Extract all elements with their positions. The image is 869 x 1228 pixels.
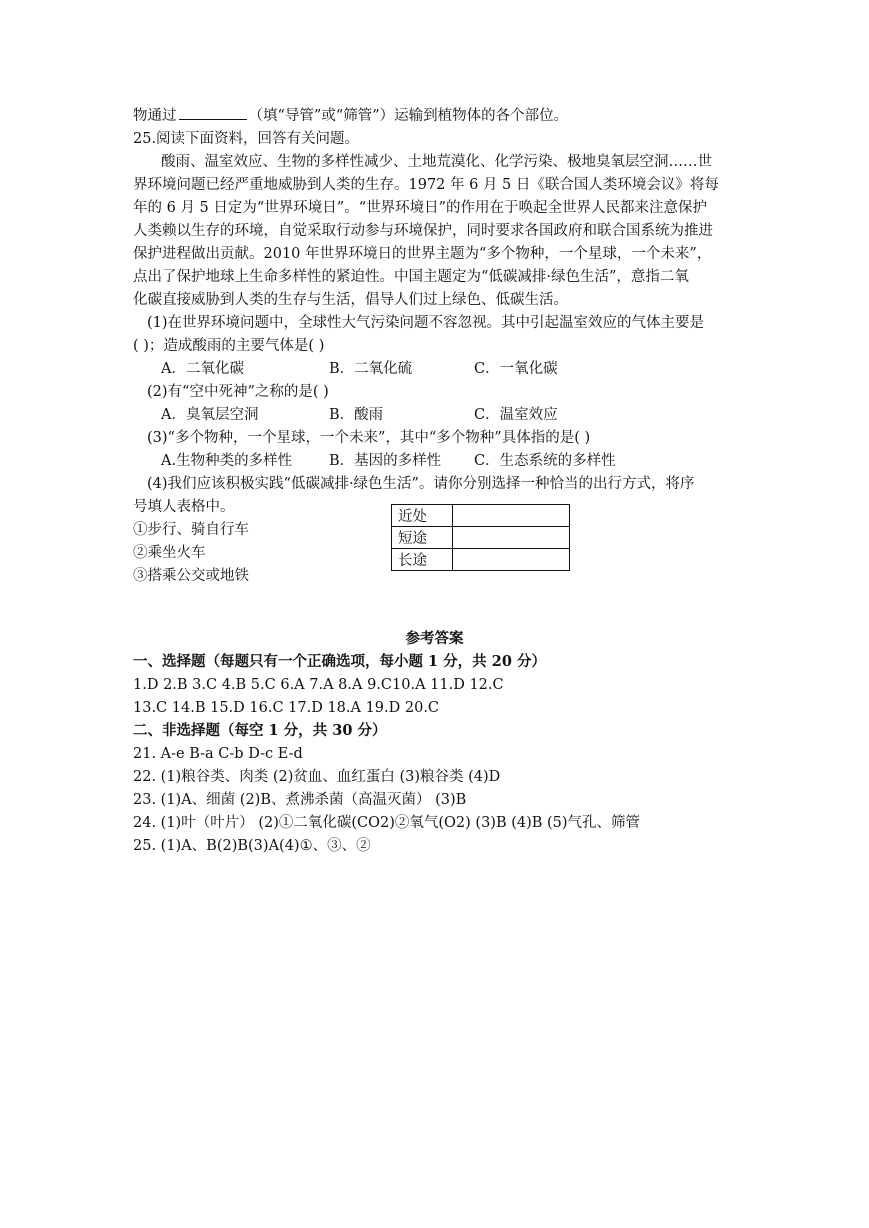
passage-line-2: 界环境问题已经严重地威胁到人类的生存。1972 年 6 月 5 日《联合国人类环境会议》将每 [133,177,719,193]
passage-line-5: 保护进程做出贡献。2010 年世界环境日的世界主题为“多个物种，一个星球，一个未来”， [133,246,712,262]
answer-25: 25. (1)A、B(2)B(3)A(4)①、③、② [133,838,371,854]
choice-a: A．二氧化碳 [161,361,244,377]
top-line [133,105,568,127]
choice-c: C．一氧化碳 [474,361,558,377]
answers-row1: 1.D 2.B 3.C 4.B 5.C 6.A 7.A 8.A 9.C10.A 11.D 12.C [133,677,504,693]
option-2: ②乘坐火车 [133,545,206,561]
choice-c: C．温室效应 [474,407,558,423]
passage-line-7: 化碳直接威胁到人类的生存与生活，倡导人们过上绿色、低碳生活。 [133,292,568,308]
choice-c: C．生态系统的多样性 [474,453,616,469]
sub1-choices [161,358,558,380]
choice-a: A．臭氧层空洞 [161,407,259,423]
answer-cell [453,527,570,549]
answer-21: 21. A-e B-a C-b D-c E-d [133,746,303,762]
top-line-after: （填“导管”或“筛管”）运输到植物体的各个部位。 [248,108,569,124]
sub4-line2: 号填人表格中。 [133,499,235,515]
answer-cell [453,549,570,571]
table-row [392,549,570,571]
passage-line-3: 年的 6 月 5 日定为“世界环境日”。“世界环境日”的作用在于唤起全世界人民都来注意保护 [133,200,708,216]
answer-cell [453,505,570,527]
choice-a: A.生物种类的多样性 [161,453,293,469]
passage-line-6: 点出了保护地球上生命多样性的紧迫性。中国主题定为“低碳减排·绿色生活”，意指二氧 [133,269,689,285]
sub3: (3)“多个物种，一个星球，一个未来”，其中“多个物种”具体指的是( ) [147,430,591,446]
choice-b: B．二氧化硫 [329,361,413,377]
sub4-line1: (4)我们应该积极实践“低碳减排·绿色生活”。请你分别选择一种恰当的出行方式，将序 [147,476,695,492]
choice-b: B．酸雨 [329,407,384,423]
choice-b: B．基因的多样性 [329,453,442,469]
sub3-choices [161,450,616,472]
table-row [392,505,570,527]
sub2-choices [161,404,558,426]
row-label: 近处 [392,505,453,527]
sub2: (2)有“空中死神”之称的是( ) [147,384,329,400]
answers-section1: 一、选择题（每题只有一个正确选项，每小题 1 分，共 20 分） [133,653,546,670]
row-label: 长途 [392,549,453,571]
sub1-line1: (1)在世界环境问题中，全球性大气污染问题不容忽视。其中引起温室效应的气体主要是 [147,315,705,331]
answer-24: 24. (1)叶（叶片） (2)①二氧化碳(CO2)②氧气(O2) (3)B (4)B (5)气孔、筛管 [133,815,641,831]
answers-section2: 二、非选择题（每空 1 分，共 30 分） [133,722,387,739]
passage-line-4: 人类赖以生存的环境，自觉采取行动参与环境保护，同时要求各国政府和联合国系统为推进 [133,223,713,239]
option-3: ③搭乘公交或地铁 [133,568,249,584]
answer-blank [179,105,247,120]
answers-title: 参考答案 [405,630,464,647]
travel-table [391,504,570,571]
q25-title: 25.阅读下面资料，回答有关问题。 [133,131,360,147]
row-label: 短途 [392,527,453,549]
table-row [392,527,570,549]
answer-22: 22. (1)粮谷类、肉类 (2)贫血、血红蛋白 (3)粮谷类 (4)D [133,769,501,785]
passage-line-1: 酸雨、温室效应、生物的多样性减少、土地荒漠化、化学污染、极地臭氧层空洞……世 [161,154,712,170]
answer-23: 23. (1)A、细菌 (2)B、煮沸杀菌（高温灭菌） (3)B [133,792,467,808]
option-1: ①步行、骑自行车 [133,522,249,538]
sub1-line2: ( )；造成酸雨的主要气体是( ) [133,338,325,354]
answers-row2: 13.C 14.B 15.D 16.C 17.D 18.A 19.D 20.C [133,700,440,716]
top-line-before: 物通过 [133,108,177,124]
